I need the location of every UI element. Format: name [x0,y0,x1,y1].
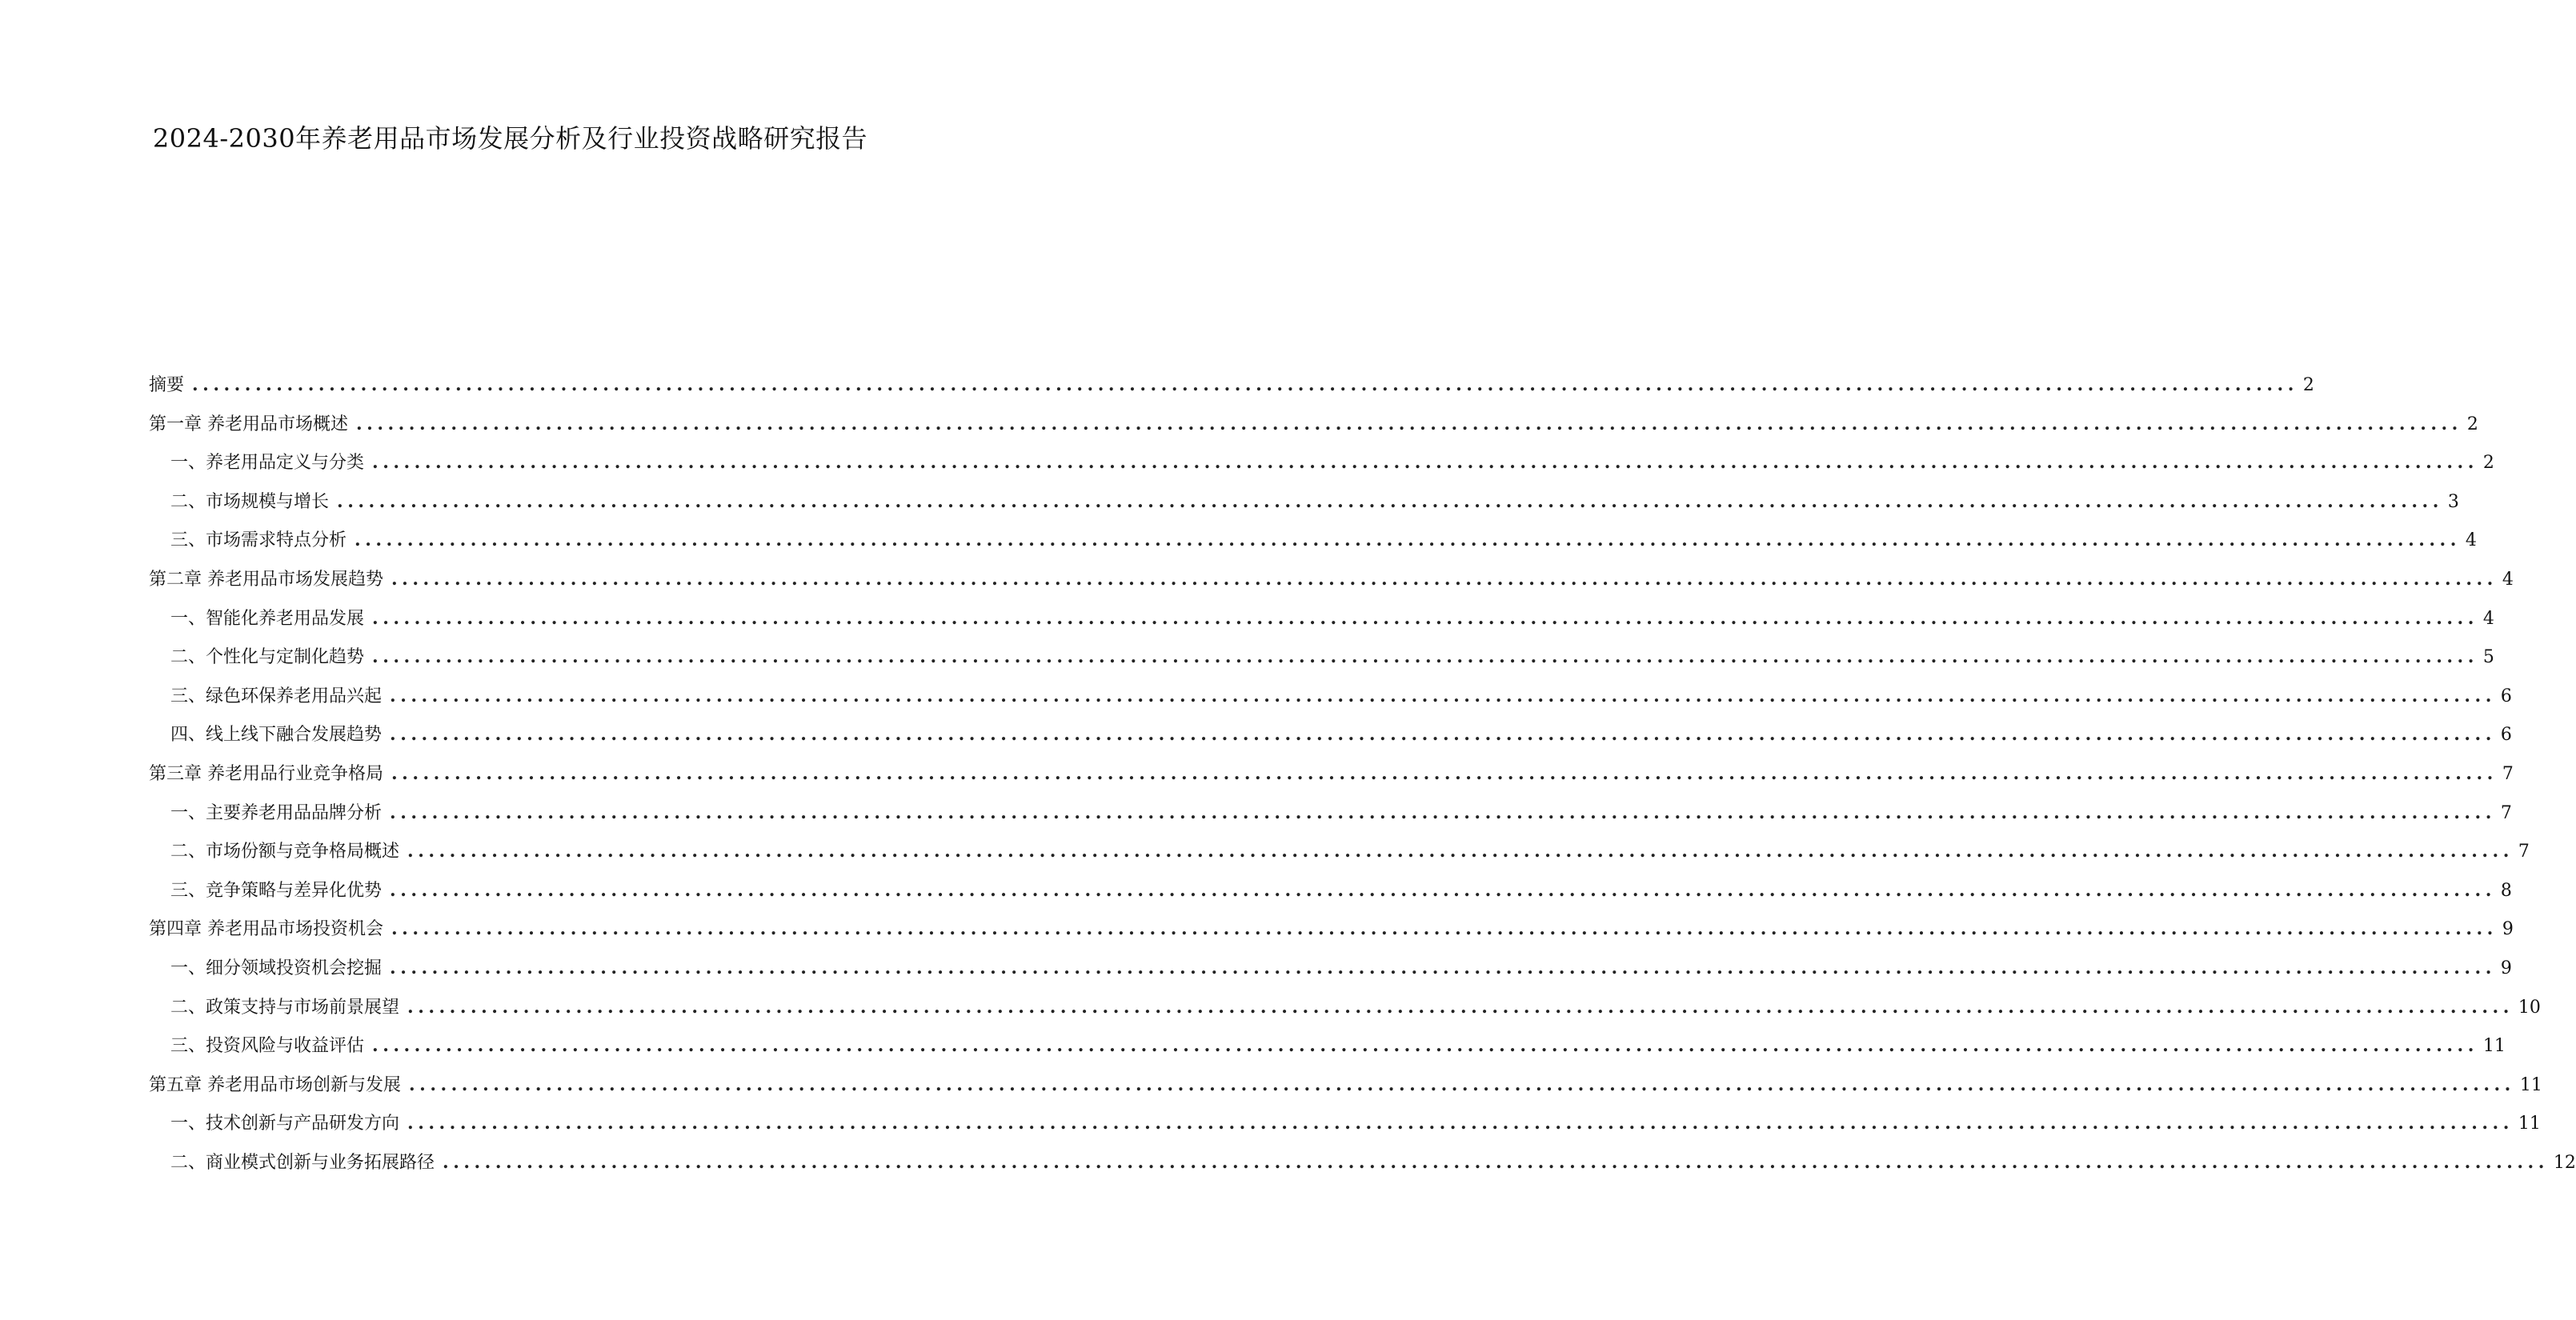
toc-entry-page-number: 9 [2500,958,2512,978]
toc-entry-number: 一、 [170,802,206,823]
toc-entry-page-number: 7 [2518,842,2530,862]
toc-entry-label: 第一章 养老用品市场概述 [149,414,348,434]
toc-entry-label: 智能化养老用品发展 [206,608,365,629]
toc-entry-page-number: 9 [2502,919,2514,940]
toc-entry[interactable] [149,528,2477,567]
toc-entry-page-number: 12 [2553,1152,2576,1173]
toc-entry-label: 市场需求特点分析 [206,530,347,551]
toc-entry-label: 竞争策略与差异化优势 [206,880,383,901]
toc-entry-number: 二、 [170,842,206,862]
toc-dot-leader: ........................................................................................................................................................................................................ [407,1113,2514,1134]
toc-entry-label: 线上线下融合发展趋势 [206,725,383,746]
toc-entry-page-number: 2 [2466,414,2478,434]
toc-dot-leader: ........................................................................................................................................................................................................ [390,685,2496,706]
toc-dot-leader: ........................................................................................................................................................................................................ [372,452,2478,474]
toc-entry-label: 市场规模与增长 [206,491,330,512]
toc-dot-leader: ........................................................................................................................................................................................................ [372,1035,2478,1057]
toc-dot-leader: ........................................................................................................................................................................................................ [355,530,2461,551]
toc-entry-page-number: 11 [2482,1036,2506,1057]
toc-dot-leader: ........................................................................................................................................................................................................ [390,957,2496,978]
toc-entry-page-number: 4 [2482,608,2494,629]
toc-dot-leader: ........................................................................................................................................................................................................ [407,996,2514,1018]
toc-entry-page-number: 2 [2302,375,2314,395]
toc-entry-label: 个性化与定制化趋势 [206,647,365,668]
toc-entry-label: 养老用品定义与分类 [206,453,365,474]
toc-entry-page-number: 8 [2500,880,2512,901]
toc-entry[interactable] [149,1111,2541,1150]
toc-entry-label: 技术创新与产品研发方向 [206,1114,400,1134]
toc-entry-number: 四、 [170,725,206,746]
toc-entry-page-number: 10 [2518,997,2541,1018]
toc-dot-leader: ........................................................................................................................................................................................................ [372,607,2478,629]
toc-entry-page-number: 5 [2482,647,2494,668]
toc-entry[interactable] [149,956,2512,995]
toc-dot-leader: ........................................................................................................................................................................................................ [391,762,2498,784]
toc-entry[interactable] [149,373,2314,412]
toc-dot-leader: ........................................................................................................................................................................................................ [443,1151,2549,1173]
toc-entry-label: 政策支持与市场前景展望 [206,997,400,1018]
table-of-contents [149,373,2576,1189]
toc-entry-page-number: 3 [2447,491,2459,512]
toc-entry[interactable] [149,801,2512,840]
toc-entry-label: 第三章 养老用品行业竞争格局 [149,763,383,784]
toc-entry-label: 细分领域投资机会挖掘 [206,958,383,978]
toc-entry-page-number: 11 [2519,1074,2542,1095]
toc-entry[interactable] [149,490,2459,529]
toc-entry-label: 摘要 [149,375,185,395]
toc-dot-leader: ........................................................................................................................................................................................................ [337,490,2443,512]
toc-entry[interactable] [149,878,2512,918]
toc-entry-number: 一、 [170,453,206,474]
toc-entry[interactable] [149,606,2494,646]
toc-entry[interactable] [149,645,2494,684]
toc-entry-number: 三、 [170,530,206,551]
toc-entry-page-number: 4 [2465,530,2477,551]
toc-entry[interactable] [149,995,2541,1034]
toc-dot-leader: ........................................................................................................................................................................................................ [407,841,2514,862]
toc-dot-leader: ........................................................................................................................................................................................................ [192,374,2298,395]
toc-entry-page-number: 11 [2518,1114,2541,1134]
toc-entry-label: 第四章 养老用品市场投资机会 [149,919,383,940]
toc-entry[interactable] [149,1034,2506,1073]
toc-dot-leader: ........................................................................................................................................................................................................ [390,879,2496,901]
toc-entry-page-number: 2 [2482,453,2494,474]
toc-entry[interactable] [149,567,2514,606]
toc-entry[interactable] [149,722,2512,762]
toc-entry[interactable] [149,917,2514,956]
toc-entry-number: 一、 [170,608,206,629]
toc-entry-page-number: 7 [2502,763,2514,784]
toc-entry-label: 市场份额与竞争格局概述 [206,842,400,862]
toc-entry[interactable] [149,450,2494,490]
toc-entry-number: 二、 [170,997,206,1018]
toc-entry-number: 三、 [170,880,206,901]
toc-entry-number: 一、 [170,958,206,978]
toc-entry[interactable] [149,1073,2542,1112]
toc-entry-label: 第五章 养老用品市场创新与发展 [149,1074,401,1095]
toc-entry-number: 二、 [170,491,206,512]
toc-dot-leader: ........................................................................................................................................................................................................ [356,413,2462,434]
toc-entry-number: 三、 [170,1036,206,1057]
toc-dot-leader: ........................................................................................................................................................................................................ [372,646,2478,668]
toc-entry[interactable] [149,684,2512,723]
toc-entry-label: 主要养老用品品牌分析 [206,802,383,823]
toc-dot-leader: ........................................................................................................................................................................................................ [391,568,2498,590]
toc-entry-label: 投资风险与收益评估 [206,1036,365,1057]
toc-entry-number: 一、 [170,1114,206,1134]
toc-entry[interactable] [149,1150,2576,1190]
toc-entry-number: 三、 [170,686,206,706]
toc-entry-label: 绿色环保养老用品兴起 [206,686,383,706]
toc-entry-page-number: 6 [2500,725,2512,746]
document-title: 2024-2030年养老用品市场发展分析及行业投资战略研究报告 [152,123,868,154]
toc-entry-page-number: 7 [2500,802,2512,823]
toc-dot-leader: ........................................................................................................................................................................................................ [390,802,2496,823]
toc-dot-leader: ........................................................................................................................................................................................................ [390,724,2496,746]
toc-entry-label: 第二章 养老用品市场发展趋势 [149,569,383,590]
toc-entry-number: 二、 [170,1152,206,1173]
toc-dot-leader: ........................................................................................................................................................................................................ [391,918,2498,940]
toc-dot-leader: ........................................................................................................................................................................................................ [409,1074,2515,1095]
toc-entry-label: 商业模式创新与业务拓展路径 [206,1152,435,1173]
toc-entry-number: 二、 [170,647,206,668]
toc-entry-page-number: 6 [2500,686,2512,706]
toc-entry[interactable] [149,839,2530,878]
toc-entry-page-number: 4 [2502,569,2514,590]
toc-entry[interactable] [149,412,2478,451]
toc-entry[interactable] [149,762,2514,801]
